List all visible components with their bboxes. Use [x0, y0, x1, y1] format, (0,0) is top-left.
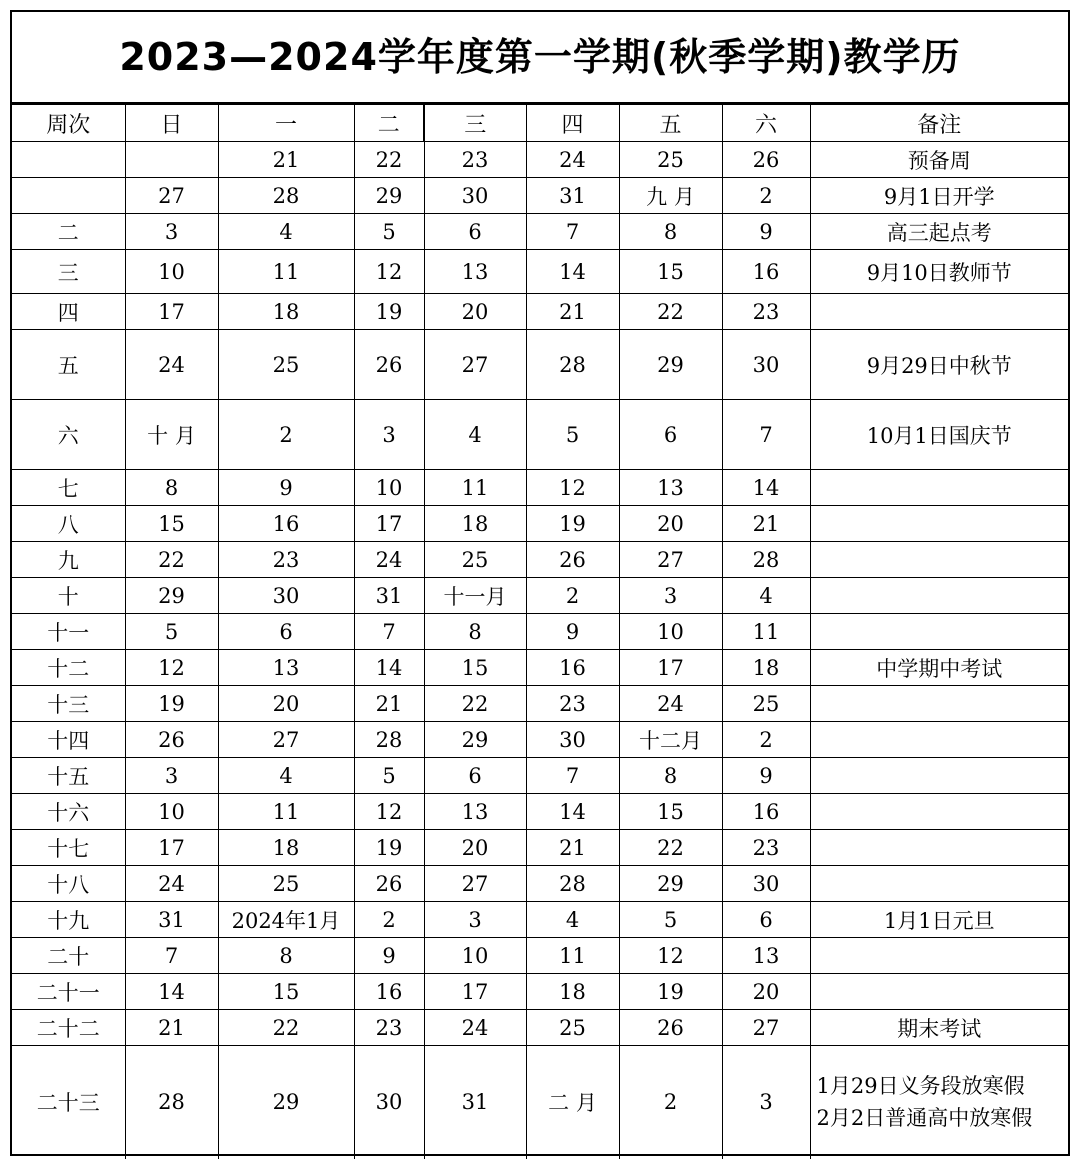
day-cell: 3: [722, 1046, 810, 1159]
day-cell: 31: [354, 578, 424, 614]
table-row: [12, 938, 1068, 974]
week-cell: 二十三: [12, 1046, 125, 1159]
day-cell: 28: [722, 542, 810, 578]
day-cell: 7: [125, 938, 218, 974]
day-cell: 3: [125, 214, 218, 250]
table-row: [12, 866, 1068, 902]
day-cell: 22: [125, 542, 218, 578]
day-cell: 22: [354, 142, 424, 178]
header-cell-mon: 一: [218, 105, 354, 142]
day-cell: 28: [526, 330, 619, 400]
day-cell: 23: [424, 142, 526, 178]
week-cell: 十七: [12, 830, 125, 866]
day-cell: 27: [722, 1010, 810, 1046]
day-cell: 6: [619, 400, 722, 470]
day-cell: 5: [526, 400, 619, 470]
page-title: 2023—2024学年度第一学期(秋季学期)教学历: [12, 12, 1068, 104]
note-cell: [810, 506, 1068, 542]
day-cell: 21: [125, 1010, 218, 1046]
day-cell: 6: [218, 614, 354, 650]
week-cell: 九: [12, 542, 125, 578]
day-cell: 13: [424, 250, 526, 294]
day-cell: 17: [125, 294, 218, 330]
week-cell: 十五: [12, 758, 125, 794]
note-cell: [810, 866, 1068, 902]
week-cell: 三: [12, 250, 125, 294]
day-cell: 26: [722, 142, 810, 178]
table-row: [12, 400, 1068, 470]
day-cell: 27: [424, 866, 526, 902]
table-row: [12, 294, 1068, 330]
day-cell: 3: [354, 400, 424, 470]
week-cell: 十: [12, 578, 125, 614]
week-cell: 五: [12, 330, 125, 400]
week-cell: 十三: [12, 686, 125, 722]
day-cell: 22: [619, 830, 722, 866]
day-cell: 12: [526, 470, 619, 506]
day-cell: 15: [424, 650, 526, 686]
week-cell: 十二: [12, 650, 125, 686]
day-cell: 8: [424, 614, 526, 650]
day-cell: 7: [722, 400, 810, 470]
day-cell: 2: [722, 178, 810, 214]
day-cell: 20: [619, 506, 722, 542]
note-cell: [810, 722, 1068, 758]
day-cell: 18: [218, 294, 354, 330]
day-cell: 12: [354, 250, 424, 294]
day-cell: 3: [619, 578, 722, 614]
day-cell: 25: [526, 1010, 619, 1046]
day-cell: 二 月: [526, 1046, 619, 1159]
note-cell: [810, 794, 1068, 830]
day-cell: 30: [424, 178, 526, 214]
day-cell: 22: [424, 686, 526, 722]
day-cell: 23: [526, 686, 619, 722]
day-cell: 8: [218, 938, 354, 974]
day-cell: 17: [125, 830, 218, 866]
week-cell: 二十: [12, 938, 125, 974]
day-cell: 13: [722, 938, 810, 974]
calendar-body: [12, 142, 1068, 1159]
header-cell-week: 周次: [12, 105, 125, 142]
day-cell: 17: [354, 506, 424, 542]
note-cell: [810, 830, 1068, 866]
day-cell: 4: [424, 400, 526, 470]
day-cell: 13: [424, 794, 526, 830]
note-cell: [810, 974, 1068, 1010]
week-cell: 七: [12, 470, 125, 506]
day-cell: 27: [125, 178, 218, 214]
day-cell: 9: [526, 614, 619, 650]
table-row: [12, 650, 1068, 686]
day-cell: 14: [722, 470, 810, 506]
day-cell: 11: [722, 614, 810, 650]
day-cell: 30: [354, 1046, 424, 1159]
day-cell: 14: [526, 250, 619, 294]
day-cell: 26: [526, 542, 619, 578]
day-cell: 9: [218, 470, 354, 506]
note-cell: 9月29日中秋节: [810, 330, 1068, 400]
day-cell: 28: [218, 178, 354, 214]
day-cell: 30: [218, 578, 354, 614]
day-cell: 5: [619, 902, 722, 938]
day-cell: [125, 142, 218, 178]
day-cell: 25: [218, 330, 354, 400]
week-cell: [12, 178, 125, 214]
week-cell: 二十一: [12, 974, 125, 1010]
note-cell: 1月1日元旦: [810, 902, 1068, 938]
day-cell: 5: [354, 214, 424, 250]
note-cell: [810, 294, 1068, 330]
day-cell: 13: [619, 470, 722, 506]
day-cell: 28: [526, 866, 619, 902]
note-cell: [810, 578, 1068, 614]
day-cell: 29: [619, 866, 722, 902]
day-cell: 8: [619, 214, 722, 250]
day-cell: 29: [218, 1046, 354, 1159]
table-row: [12, 1046, 1068, 1159]
day-cell: 11: [218, 794, 354, 830]
day-cell: 21: [526, 830, 619, 866]
day-cell: 15: [619, 794, 722, 830]
table-row: [12, 506, 1068, 542]
day-cell: 21: [218, 142, 354, 178]
table-row: [12, 902, 1068, 938]
day-cell: 12: [354, 794, 424, 830]
day-cell: 19: [619, 974, 722, 1010]
note-cell: 中学期中考试: [810, 650, 1068, 686]
day-cell: 2: [619, 1046, 722, 1159]
header-cell-notes: 备注: [810, 105, 1068, 142]
day-cell: 21: [722, 506, 810, 542]
note-cell: 高三起点考: [810, 214, 1068, 250]
week-cell: 十八: [12, 866, 125, 902]
table-row: [12, 758, 1068, 794]
note-cell: 10月1日国庆节: [810, 400, 1068, 470]
day-cell: 10: [125, 794, 218, 830]
note-cell: 预备周: [810, 142, 1068, 178]
day-cell: 19: [526, 506, 619, 542]
day-cell: 18: [424, 506, 526, 542]
day-cell: 26: [125, 722, 218, 758]
day-cell: 24: [619, 686, 722, 722]
note-cell: [810, 938, 1068, 974]
day-cell: 26: [619, 1010, 722, 1046]
table-row: [12, 614, 1068, 650]
day-cell: 6: [424, 758, 526, 794]
header-cell-wed: 三: [424, 105, 526, 142]
day-cell: 31: [125, 902, 218, 938]
day-cell: 2: [218, 400, 354, 470]
table-row: [12, 142, 1068, 178]
day-cell: 十 月: [125, 400, 218, 470]
day-cell: 4: [218, 758, 354, 794]
day-cell: 13: [218, 650, 354, 686]
header-cell-fri: 五: [619, 105, 722, 142]
day-cell: 28: [354, 722, 424, 758]
day-cell: 29: [354, 178, 424, 214]
day-cell: 10: [619, 614, 722, 650]
day-cell: 7: [526, 214, 619, 250]
day-cell: 5: [125, 614, 218, 650]
calendar-table: [12, 104, 1068, 1159]
table-row: [12, 830, 1068, 866]
note-cell: [810, 1046, 1068, 1159]
note-cell: 期末考试: [810, 1010, 1068, 1046]
day-cell: 20: [218, 686, 354, 722]
week-cell: 四: [12, 294, 125, 330]
day-cell: 23: [722, 830, 810, 866]
day-cell: 6: [722, 902, 810, 938]
day-cell: 十二月: [619, 722, 722, 758]
day-cell: 11: [526, 938, 619, 974]
day-cell: 27: [619, 542, 722, 578]
day-cell: 15: [125, 506, 218, 542]
day-cell: 4: [722, 578, 810, 614]
day-cell: 31: [424, 1046, 526, 1159]
day-cell: 24: [125, 866, 218, 902]
day-cell: 9: [354, 938, 424, 974]
day-cell: 16: [354, 974, 424, 1010]
week-cell: 十一: [12, 614, 125, 650]
day-cell: 12: [125, 650, 218, 686]
day-cell: 30: [722, 330, 810, 400]
note-cell: [810, 542, 1068, 578]
day-cell: 9: [722, 758, 810, 794]
day-cell: 20: [424, 830, 526, 866]
week-cell: [12, 142, 125, 178]
table-row: [12, 470, 1068, 506]
day-cell: 21: [354, 686, 424, 722]
week-cell: 二: [12, 214, 125, 250]
day-cell: 14: [354, 650, 424, 686]
week-cell: 二十二: [12, 1010, 125, 1046]
day-cell: 27: [218, 722, 354, 758]
day-cell: 27: [424, 330, 526, 400]
table-row: [12, 250, 1068, 294]
day-cell: 2: [722, 722, 810, 758]
day-cell: 14: [526, 794, 619, 830]
day-cell: 10: [424, 938, 526, 974]
day-cell: 22: [218, 1010, 354, 1046]
day-cell: 15: [619, 250, 722, 294]
day-cell: 24: [354, 542, 424, 578]
day-cell: 30: [722, 866, 810, 902]
day-cell: 20: [424, 294, 526, 330]
note-cell: 9月10日教师节: [810, 250, 1068, 294]
day-cell: 16: [722, 250, 810, 294]
day-cell: 14: [125, 974, 218, 1010]
header-cell-thu: 四: [526, 105, 619, 142]
day-cell: 7: [526, 758, 619, 794]
day-cell: 16: [218, 506, 354, 542]
note-cell: [810, 470, 1068, 506]
day-cell: 16: [526, 650, 619, 686]
day-cell: 29: [619, 330, 722, 400]
table-row: [12, 686, 1068, 722]
day-cell: 24: [125, 330, 218, 400]
day-cell: 3: [125, 758, 218, 794]
note-cell: [810, 614, 1068, 650]
day-cell: 4: [218, 214, 354, 250]
day-cell: 26: [354, 330, 424, 400]
day-cell: 15: [218, 974, 354, 1010]
day-cell: 12: [619, 938, 722, 974]
calendar-sheet: [10, 10, 1070, 1156]
day-cell: 7: [354, 614, 424, 650]
day-cell: 24: [424, 1010, 526, 1046]
day-cell: 8: [619, 758, 722, 794]
week-cell: 十六: [12, 794, 125, 830]
day-cell: 17: [424, 974, 526, 1010]
day-cell: 18: [526, 974, 619, 1010]
day-cell: 10: [354, 470, 424, 506]
table-row: [12, 1010, 1068, 1046]
day-cell: 23: [354, 1010, 424, 1046]
week-cell: 十四: [12, 722, 125, 758]
table-row: [12, 330, 1068, 400]
week-cell: 十九: [12, 902, 125, 938]
header-row: [12, 105, 1068, 142]
note-line: 1月29日义务段放寒假: [816, 1074, 1025, 1099]
day-cell: 11: [218, 250, 354, 294]
day-cell: 21: [526, 294, 619, 330]
day-cell: 20: [722, 974, 810, 1010]
day-cell: 29: [125, 578, 218, 614]
table-row: [12, 722, 1068, 758]
week-cell: 六: [12, 400, 125, 470]
day-cell: 2: [526, 578, 619, 614]
day-cell: 11: [424, 470, 526, 506]
day-cell: 25: [424, 542, 526, 578]
header-cell-tue: 二: [354, 105, 424, 142]
day-cell: 31: [526, 178, 619, 214]
day-cell: 5: [354, 758, 424, 794]
table-row: [12, 578, 1068, 614]
day-cell: 19: [125, 686, 218, 722]
day-cell: 16: [722, 794, 810, 830]
day-cell: 19: [354, 294, 424, 330]
week-cell: 八: [12, 506, 125, 542]
table-row: [12, 974, 1068, 1010]
header-cell-sun: 日: [125, 105, 218, 142]
day-cell: 25: [218, 866, 354, 902]
day-cell: 9: [722, 214, 810, 250]
day-cell: 2024年1月: [218, 902, 354, 938]
day-cell: 28: [125, 1046, 218, 1159]
table-row: [12, 794, 1068, 830]
day-cell: 九 月: [619, 178, 722, 214]
note-cell: [810, 758, 1068, 794]
day-cell: 18: [218, 830, 354, 866]
day-cell: 4: [526, 902, 619, 938]
day-cell: 8: [125, 470, 218, 506]
day-cell: 18: [722, 650, 810, 686]
day-cell: 3: [424, 902, 526, 938]
day-cell: 26: [354, 866, 424, 902]
table-row: [12, 214, 1068, 250]
day-cell: 25: [619, 142, 722, 178]
day-cell: 19: [354, 830, 424, 866]
table-row: [12, 178, 1068, 214]
day-cell: 2: [354, 902, 424, 938]
day-cell: 24: [526, 142, 619, 178]
day-cell: 30: [526, 722, 619, 758]
note-line: 2月2日普通高中放寒假: [816, 1106, 1033, 1131]
header-cell-sat: 六: [722, 105, 810, 142]
day-cell: 25: [722, 686, 810, 722]
day-cell: 17: [619, 650, 722, 686]
day-cell: 22: [619, 294, 722, 330]
day-cell: 23: [218, 542, 354, 578]
day-cell: 6: [424, 214, 526, 250]
day-cell: 23: [722, 294, 810, 330]
day-cell: 十一月: [424, 578, 526, 614]
day-cell: 10: [125, 250, 218, 294]
note-cell: [810, 686, 1068, 722]
note-cell: 9月1日开学: [810, 178, 1068, 214]
table-row: [12, 542, 1068, 578]
day-cell: 29: [424, 722, 526, 758]
